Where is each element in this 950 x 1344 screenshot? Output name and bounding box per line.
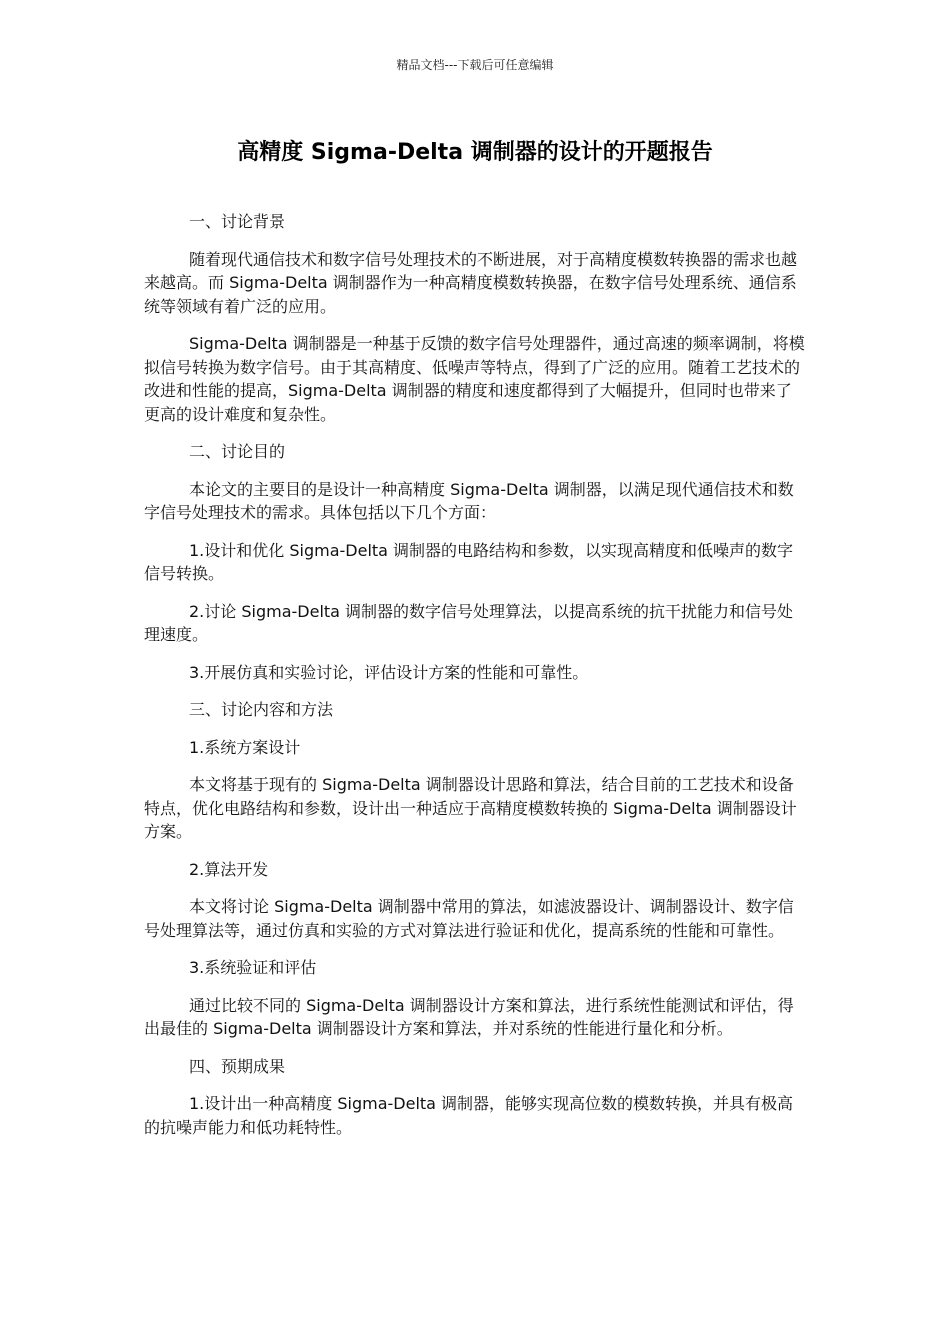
page-header: 精品文档---下载后可任意编辑 bbox=[396, 58, 554, 72]
paragraph: Sigma-Delta 调制器是一种基于反馈的数字信号处理器件，通过高速的频率调制，将模拟信号转换为数字信号。由于其高精度、低噪声等特点，得到了广泛的应用。随着工艺技术的改进和性能的提高，Sigma-Delta 调制器的精度和速度都得到了大幅提升，但同时也带来了更高的设计难度和复杂性。 bbox=[144, 334, 805, 424]
subsection-heading: 3.系统验证和评估 bbox=[189, 958, 317, 977]
list-item: 3.开展仿真和实验讨论，评估设计方案的性能和可靠性。 bbox=[189, 662, 589, 682]
paragraph: 通过比较不同的 Sigma-Delta 调制器设计方案和算法，进行系统性能测试和评估，得出最佳的 Sigma-Delta 调制器设计方案和算法，并对系统的性能进行量化和分析。 bbox=[144, 995, 794, 1038]
section-heading-content-methods: 三、讨论内容和方法 bbox=[189, 700, 334, 719]
list-item: 1.设计和优化 Sigma-Delta 调制器的电路结构和参数，以实现高精度和低噪声的数字信号转换。 bbox=[144, 540, 794, 583]
section-heading-expected-results: 四、预期成果 bbox=[189, 1056, 286, 1076]
paragraph: 本文将讨论 Sigma-Delta 调制器中常用的算法，如滤波器设计、调制器设计、数字信号处理算法等，通过仿真和实验的方式对算法进行验证和优化，提高系统的性能和可靠性。 bbox=[144, 897, 794, 940]
subsection-heading: 1.系统方案设计 bbox=[189, 737, 301, 757]
section-heading-purpose: 二、讨论目的 bbox=[189, 442, 286, 461]
section-heading-background: 一、讨论背景 bbox=[189, 212, 286, 231]
subsection-heading: 2.算法开发 bbox=[189, 859, 269, 879]
paragraph: 本论文的主要目的是设计一种高精度 Sigma-Delta 调制器，以满足现代通信技术和数字信号处理技术的需求。具体包括以下几个方面： bbox=[144, 479, 794, 522]
list-item: 1.设计出一种高精度 Sigma-Delta 调制器，能够实现高位数的模数转换，并具有极高的抗噪声能力和低功耗特性。 bbox=[144, 1094, 794, 1137]
list-item: 2.讨论 Sigma-Delta 调制器的数字信号处理算法，以提高系统的抗干扰能力和信号处理速度。 bbox=[144, 601, 794, 644]
paragraph: 本文将基于现有的 Sigma-Delta 调制器设计思路和算法，结合目前的工艺技术和设备特点，优化电路结构和参数，设计出一种适应于高精度模数转换的 Sigma-Delta 调制器设计方案。 bbox=[144, 775, 797, 841]
paragraph: 随着现代通信技术和数字信号处理技术的不断进展，对于高精度模数转换器的需求也越来越高。而 Sigma-Delta 调制器作为一种高精度模数转换器，在数字信号处理系统、通信系统等领域有着广泛的应用。 bbox=[144, 249, 798, 316]
document-title: 高精度 Sigma-Delta 调制器的设计的开题报告 bbox=[237, 140, 713, 165]
document-body bbox=[144, 210, 806, 1153]
